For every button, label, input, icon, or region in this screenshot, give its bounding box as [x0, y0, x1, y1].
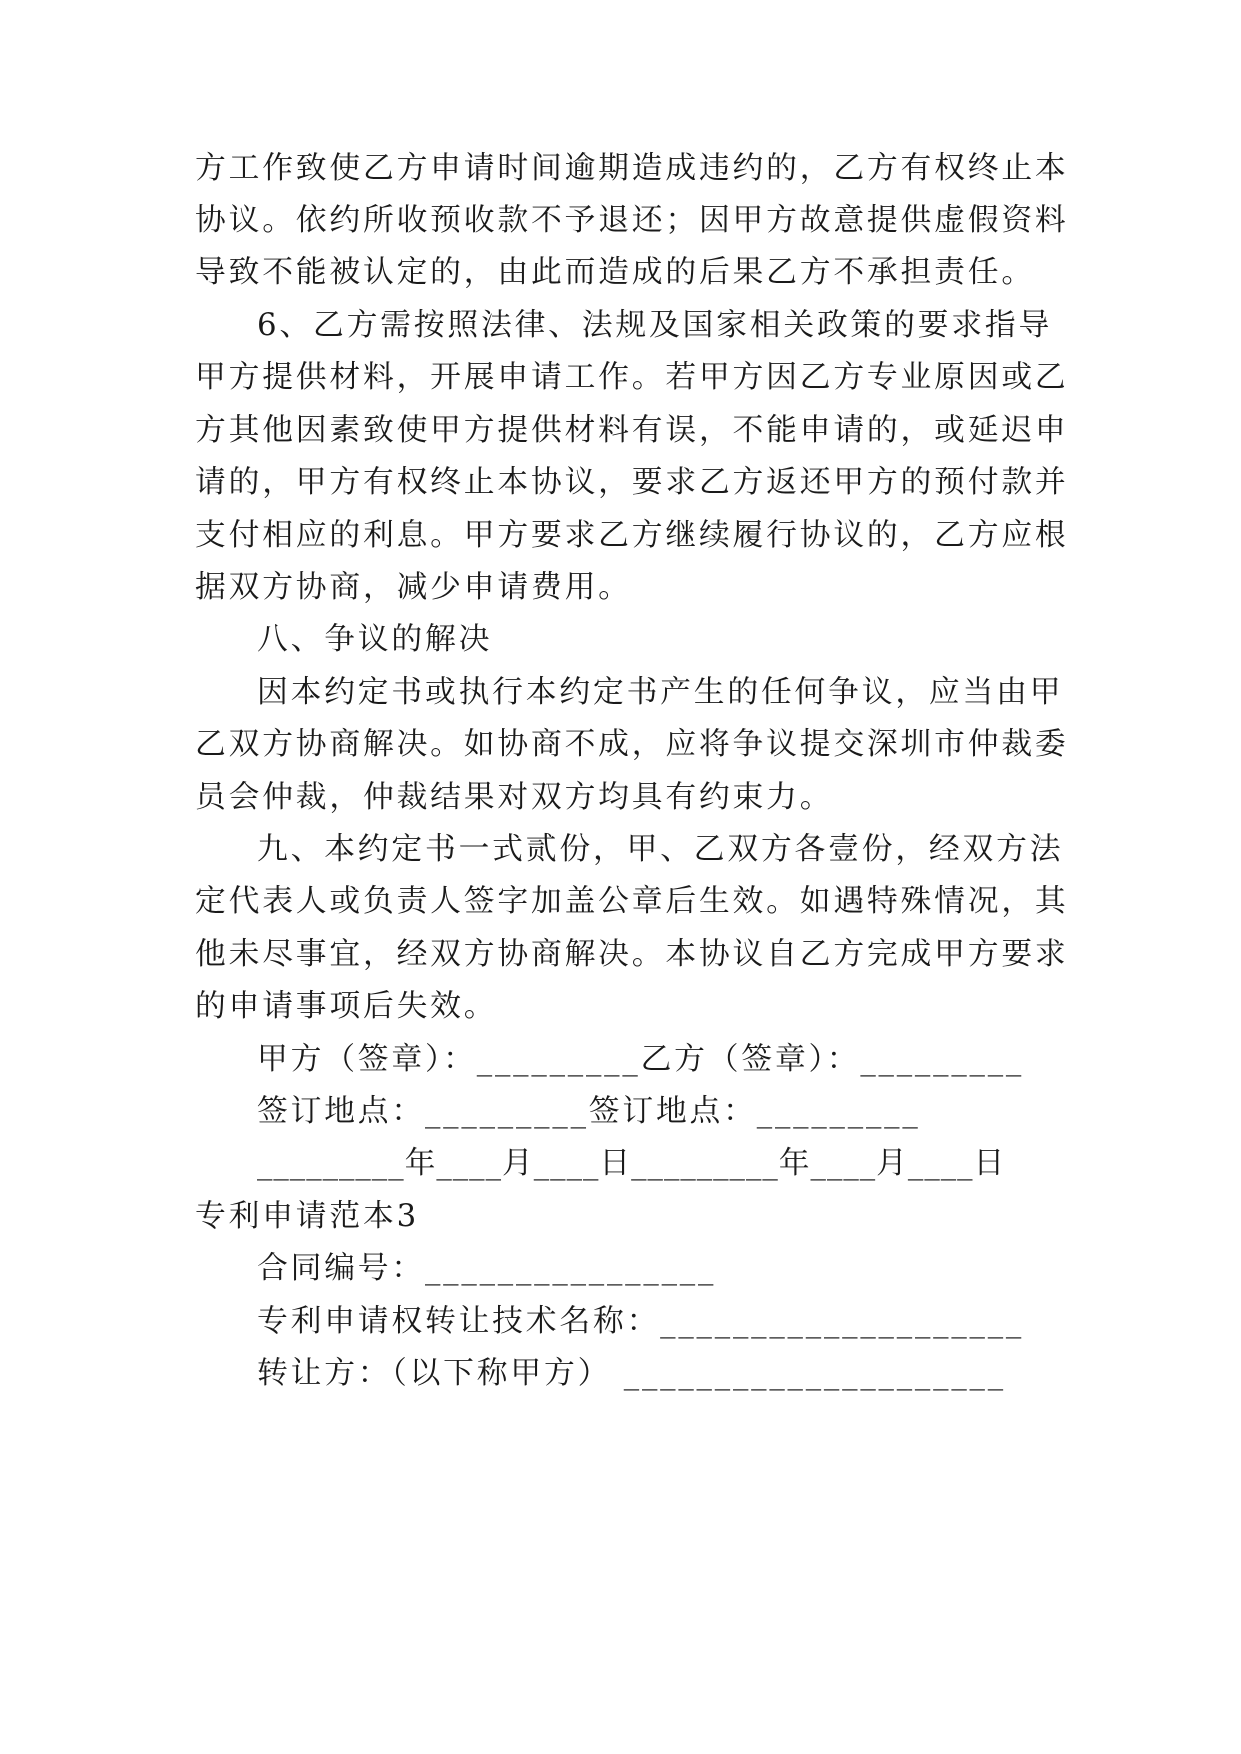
text-line: 甲方提供材料，开展申请工作。若甲方因乙方专业原因或乙	[195, 359, 1069, 395]
text-line: 九、本约定书一式贰份，甲、乙双方各壹份，经双方法	[257, 831, 1064, 867]
text-line: 请的，甲方有权终止本协议，要求乙方返还甲方的预付款并	[195, 464, 1069, 500]
text-line: 员会仲裁，仲裁结果对双方均具有约束力。	[195, 779, 834, 815]
signature-line: 甲方（签章）：_________乙方（签章）：_________	[257, 1041, 1025, 1077]
text-line: 的申请事项后失效。	[195, 988, 498, 1024]
section-heading: 八、争议的解决	[257, 621, 493, 657]
text-line: 支付相应的利息。甲方要求乙方继续履行协议的，乙方应根	[195, 517, 1069, 553]
transferor-line: 转让方：（以下称甲方） _____________________	[257, 1355, 1006, 1391]
contract-number-line: 合同编号：________________	[257, 1250, 717, 1286]
text-line: 据双方协商，减少申请费用。	[195, 569, 632, 605]
text-line: 6、乙方需按照法律、法规及国家相关政策的要求指导	[257, 307, 1053, 343]
text-line: 定代表人或负责人签字加盖公章后生效。如遇特殊情况，其	[195, 883, 1069, 919]
text-line: 因本约定书或执行本约定书产生的任何争议，应当由甲	[257, 674, 1064, 710]
signing-place-line: 签订地点：_________签订地点：_________	[257, 1093, 921, 1129]
date-line: _________年____月____日_________年____月____日	[257, 1145, 1006, 1181]
text-line: 乙双方协商解决。如协商不成，应将争议提交深圳市仲裁委	[195, 726, 1069, 762]
text-line: 方其他因素致使甲方提供材料有误，不能申请的，或延迟申	[195, 412, 1069, 448]
technology-name-line: 专利申请权转让技术名称：____________________	[257, 1303, 1025, 1339]
text-line: 导致不能被认定的，由此而造成的后果乙方不承担责任。	[195, 254, 1035, 290]
text-line: 方工作致使乙方申请时间逾期造成违约的，乙方有权终止本	[195, 150, 1069, 186]
text-line: 他未尽事宜，经双方协商解决。本协议自乙方完成甲方要求	[195, 936, 1069, 972]
text-line: 协议。依约所收预收款不予退还；因甲方故意提供虚假资料	[195, 202, 1069, 238]
template-title: 专利申请范本3	[195, 1198, 419, 1234]
